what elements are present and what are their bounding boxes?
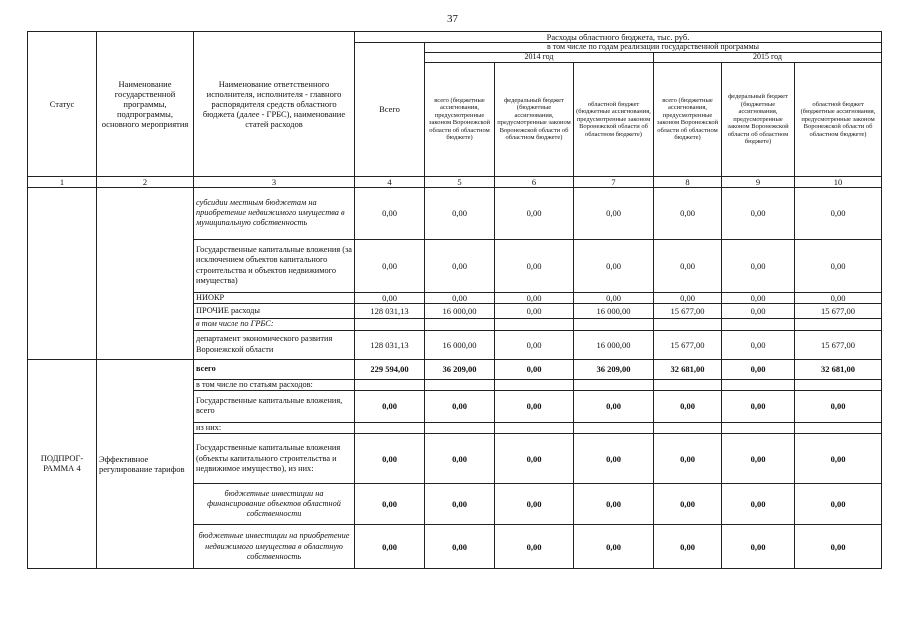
cell-2014-total: 0,00 bbox=[425, 239, 495, 292]
empty-cell bbox=[722, 379, 795, 390]
cell-2015-regional: 15 677,00 bbox=[795, 330, 882, 359]
cell-total: 0,00 bbox=[355, 484, 425, 525]
cell-2015-regional: 0,00 bbox=[795, 484, 882, 525]
cell-2015-total: 0,00 bbox=[654, 187, 722, 239]
row-description: всего bbox=[194, 359, 355, 379]
empty-cell bbox=[795, 422, 882, 433]
cell-2015-federal: 0,00 bbox=[722, 304, 795, 319]
cell-2014-federal: 0,00 bbox=[495, 239, 574, 292]
column-number: 10 bbox=[795, 176, 882, 187]
row-description: ПРОЧИЕ расходы bbox=[194, 304, 355, 319]
empty-cell bbox=[795, 319, 882, 330]
cell-2014-total: 0,00 bbox=[425, 434, 495, 484]
cell-2014-federal: 0,00 bbox=[495, 292, 574, 303]
empty-cell bbox=[355, 319, 425, 330]
header-2014-regional: областной бюджет (бюджетные ассигнования, предусмотренные законом Воронежской области об областном бюджете) bbox=[574, 62, 654, 176]
cell-2015-total: 15 677,00 bbox=[654, 304, 722, 319]
column-number: 5 bbox=[425, 176, 495, 187]
cell-2015-total: 0,00 bbox=[654, 390, 722, 422]
empty-cell bbox=[795, 379, 882, 390]
cell-2014-total: 16 000,00 bbox=[425, 304, 495, 319]
cell-2015-regional: 0,00 bbox=[795, 239, 882, 292]
table-row bbox=[28, 187, 882, 239]
empty-cell bbox=[574, 422, 654, 433]
cell-2015-total: 0,00 bbox=[654, 525, 722, 569]
cell-2014-federal: 0,00 bbox=[495, 484, 574, 525]
cell-2015-federal: 0,00 bbox=[722, 390, 795, 422]
budget-table bbox=[27, 31, 882, 569]
cell-total: 0,00 bbox=[355, 292, 425, 303]
cell-2014-federal: 0,00 bbox=[495, 525, 574, 569]
cell-2015-federal: 0,00 bbox=[722, 330, 795, 359]
empty-cell bbox=[654, 422, 722, 433]
cell-total: 128 031,13 bbox=[355, 330, 425, 359]
column-number: 6 bbox=[495, 176, 574, 187]
cell-2014-regional: 36 209,00 bbox=[574, 359, 654, 379]
empty-cell bbox=[722, 319, 795, 330]
column-number: 2 bbox=[97, 176, 194, 187]
row-description: Государственные капитальные вложения, всего bbox=[194, 390, 355, 422]
row-description: бюджетные инвестиции на финансирование объектов областной собственности bbox=[194, 484, 355, 525]
cell-total: 0,00 bbox=[355, 187, 425, 239]
cell-2015-federal: 0,00 bbox=[722, 484, 795, 525]
cell-2014-federal: 0,00 bbox=[495, 187, 574, 239]
header-expenses: Расходы областного бюджета, тыс. руб. bbox=[355, 32, 882, 43]
header-total: Всего bbox=[355, 43, 425, 177]
cell-2014-regional: 0,00 bbox=[574, 239, 654, 292]
cell-total: 128 031,13 bbox=[355, 304, 425, 319]
cell-2014-federal: 0,00 bbox=[495, 390, 574, 422]
empty-cell bbox=[654, 379, 722, 390]
empty-cell bbox=[495, 319, 574, 330]
cell-2014-total: 0,00 bbox=[425, 484, 495, 525]
cell-total: 229 594,00 bbox=[355, 359, 425, 379]
cell-2015-regional: 0,00 bbox=[795, 434, 882, 484]
cell-total: 0,00 bbox=[355, 525, 425, 569]
empty-cell bbox=[495, 379, 574, 390]
cell-total: 0,00 bbox=[355, 239, 425, 292]
header-year-2015: 2015 год bbox=[654, 52, 882, 62]
empty-cell bbox=[425, 379, 495, 390]
row-description: в том числе по ГРБС: bbox=[194, 319, 355, 330]
empty-cell bbox=[574, 319, 654, 330]
cell-2014-federal: 0,00 bbox=[495, 359, 574, 379]
cell-2015-total: 32 681,00 bbox=[654, 359, 722, 379]
subprogram-status: ПОДПРОГ-РАММА 4 bbox=[28, 359, 97, 569]
row-description: бюджетные инвестиции на приобретение недвижимого имущества в областную собственность bbox=[194, 525, 355, 569]
cell-2014-regional: 16 000,00 bbox=[574, 304, 654, 319]
header-by-years: в том числе по годам реализации государственной программы bbox=[425, 43, 882, 53]
header-2015-total-budget: всего (бюджетные ассигнования, предусмотренные законом Воронежской области об областном бюджете) bbox=[654, 62, 722, 176]
cell-2014-total: 0,00 bbox=[425, 390, 495, 422]
cell-2014-federal: 0,00 bbox=[495, 434, 574, 484]
cell-2014-regional: 16 000,00 bbox=[574, 330, 654, 359]
cell-2015-federal: 0,00 bbox=[722, 239, 795, 292]
column-number: 3 bbox=[194, 176, 355, 187]
cell-2014-total: 36 209,00 bbox=[425, 359, 495, 379]
header-program-name: Наименование государственной программы, подпрограммы, основного мероприятия bbox=[97, 32, 194, 177]
cell-2015-regional: 0,00 bbox=[795, 525, 882, 569]
cell-2015-federal: 0,00 bbox=[722, 525, 795, 569]
header-year-2014: 2014 год bbox=[425, 52, 654, 62]
empty-cell bbox=[574, 379, 654, 390]
cell-2015-regional: 0,00 bbox=[795, 390, 882, 422]
header-executor: Наименование ответственного исполнителя, исполнителя - главного распорядителя средств областного бюджета (далее - ГРБС), наименование статей расходов bbox=[194, 32, 355, 177]
cell-2014-regional: 0,00 bbox=[574, 484, 654, 525]
row-description: Государственные капитальные вложения (за исключением объектов капитального строительства и объектов недвижимого имущества) bbox=[194, 239, 355, 292]
cell-2015-total: 0,00 bbox=[654, 292, 722, 303]
empty-cell bbox=[355, 379, 425, 390]
row-description: в том числе по статьям расходов: bbox=[194, 379, 355, 390]
cell-2015-regional: 0,00 bbox=[795, 187, 882, 239]
cell-2015-regional: 0,00 bbox=[795, 292, 882, 303]
page-number: 37 bbox=[447, 13, 458, 25]
cell-2015-total: 0,00 bbox=[654, 239, 722, 292]
row-description: Государственные капитальные вложения (объекты капитального строительства и недвижимое имущество), из них: bbox=[194, 434, 355, 484]
cell-2014-regional: 0,00 bbox=[574, 292, 654, 303]
cell-2014-regional: 0,00 bbox=[574, 187, 654, 239]
cell-2015-regional: 32 681,00 bbox=[795, 359, 882, 379]
empty-cell bbox=[355, 422, 425, 433]
row-description: субсидии местным бюджетам на приобретение недвижимого имущества в муниципальную собственность bbox=[194, 187, 355, 239]
empty-cell bbox=[722, 422, 795, 433]
cell-2015-federal: 0,00 bbox=[722, 292, 795, 303]
cell-total: 0,00 bbox=[355, 434, 425, 484]
cell-2015-total: 15 677,00 bbox=[654, 330, 722, 359]
header-2014-total-budget: всего (бюджетные ассигнования, предусмотренные законом Воронежской области об областном бюджете) bbox=[425, 62, 495, 176]
program-cell-empty bbox=[97, 187, 194, 359]
column-number: 9 bbox=[722, 176, 795, 187]
cell-2015-federal: 0,00 bbox=[722, 359, 795, 379]
cell-2014-regional: 0,00 bbox=[574, 390, 654, 422]
cell-2015-federal: 0,00 bbox=[722, 434, 795, 484]
cell-2015-total: 0,00 bbox=[654, 434, 722, 484]
cell-2014-federal: 0,00 bbox=[495, 304, 574, 319]
status-cell-empty bbox=[28, 187, 97, 359]
header-status: Статус bbox=[28, 32, 97, 177]
cell-2015-regional: 15 677,00 bbox=[795, 304, 882, 319]
column-number: 4 bbox=[355, 176, 425, 187]
cell-2014-regional: 0,00 bbox=[574, 434, 654, 484]
header-2015-regional: областной бюджет (бюджетные ассигнования, предусмотренные законом Воронежской области об областном бюджете) bbox=[795, 62, 882, 176]
row-description: департамент экономического развития Воронежской области bbox=[194, 330, 355, 359]
column-number: 7 bbox=[574, 176, 654, 187]
cell-2014-total: 16 000,00 bbox=[425, 330, 495, 359]
subprogram-name: Эффективное регулирование тарифов bbox=[97, 359, 194, 569]
cell-2014-total: 0,00 bbox=[425, 525, 495, 569]
empty-cell bbox=[654, 319, 722, 330]
cell-2014-total: 0,00 bbox=[425, 292, 495, 303]
header-2015-federal: федеральный бюджет (бюджетные ассигнования, предусмотренные законом Воронежской области об областном бюджете) bbox=[722, 62, 795, 176]
cell-2014-total: 0,00 bbox=[425, 187, 495, 239]
empty-cell bbox=[425, 319, 495, 330]
cell-2015-federal: 0,00 bbox=[722, 187, 795, 239]
empty-cell bbox=[425, 422, 495, 433]
cell-total: 0,00 bbox=[355, 390, 425, 422]
empty-cell bbox=[495, 422, 574, 433]
column-number-row bbox=[28, 176, 882, 187]
cell-2014-federal: 0,00 bbox=[495, 330, 574, 359]
cell-2015-total: 0,00 bbox=[654, 484, 722, 525]
column-number: 1 bbox=[28, 176, 97, 187]
table-row bbox=[28, 359, 882, 379]
cell-2014-regional: 0,00 bbox=[574, 525, 654, 569]
row-description: НИОКР bbox=[194, 292, 355, 303]
header-2014-federal: федеральный бюджет (бюджетные ассигнования, предусмотренные законом Воронежской области об областном бюджете) bbox=[495, 62, 574, 176]
row-description: из них: bbox=[194, 422, 355, 433]
column-number: 8 bbox=[654, 176, 722, 187]
